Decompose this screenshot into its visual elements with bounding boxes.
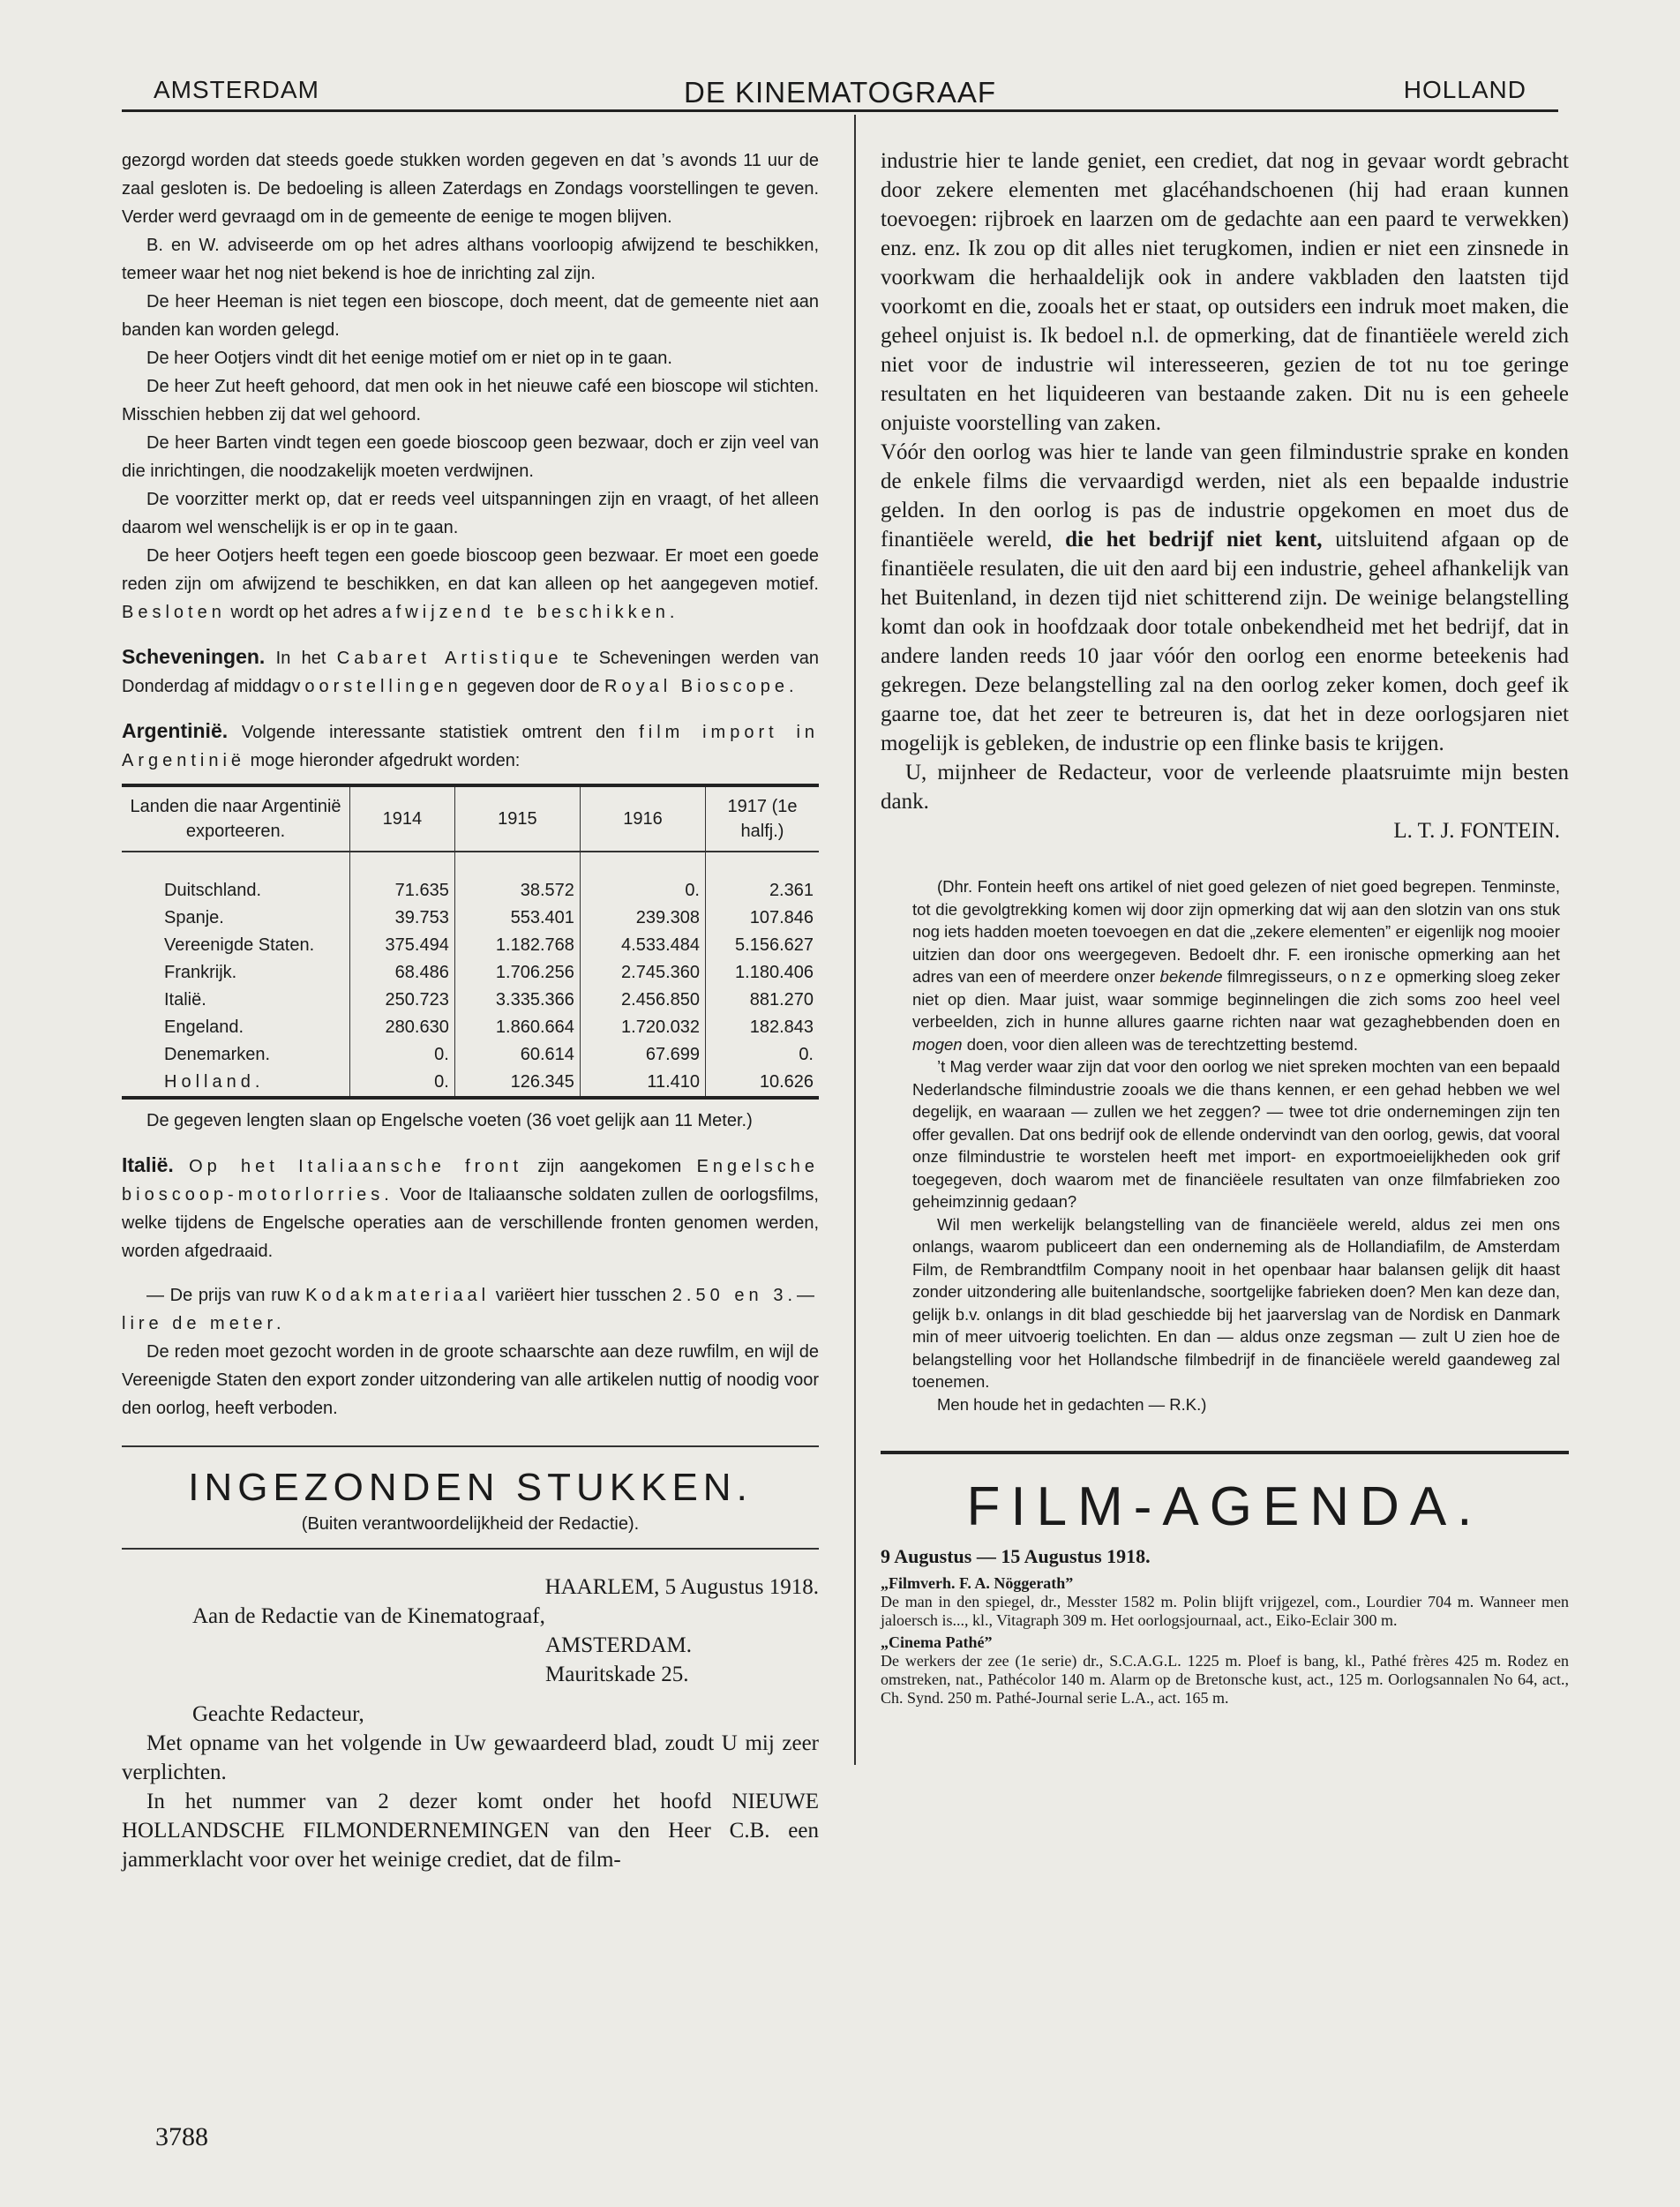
table-row <box>122 987 819 1014</box>
paragraph: industrie hier te lande geniet, een crediet, dat nog in gevaar wordt gebracht door zekere elementen met glacéhandschoenen (hij had eraan kunnen toevoegen: rijbroek en laarzen om de gedachte aan een paard te verwekken) enz. enz. Ik zou op dit alles niet terugkomen, indien er niet een zinsnede in voorkwam die herhaaldelijk ook in andere vakbladen den laatsten tijd voorkomt en die, zooals het er staat, op outsiders een indruk moet maken, die geheel onjuist is. Ik bedoel n.l. de opmerking, dat de finantiëele wereld zich niet voor de industrie wil interesseeren, gezien de tot nu toe geringe resultaten en het liquideeren van bestaande zaken. Dit nu is een geheele onjuiste voorstelling van zaken. <box>881 149 1569 435</box>
table-cell: 39.753 <box>350 905 455 932</box>
paragraph: ’t Mag verder waar zijn dat voor den oorlog we niet spreken mochten van een bepaald Nederlandsche filmindustrie zooals we die thans kennen, er een gehad hebben we wel degelijk, en waaraan — zullen we het zeggen? — twee tot drie ondernemingen zijn ten offer gevallen. Dat ons bedrijf ook de ellende ondervindt van den oorlog, gewis, dat vooral onze filmindustrie te worstelen heeft met import- en exportmoeielijkheden ook grif toegegeven, doch waarom met de financiëele resultaten van onze filmfabrieken zoo geheimzinnig gedaan? <box>912 1057 1560 1211</box>
text-run: variëert hier tusschen <box>495 1286 667 1305</box>
scheveningen-item <box>122 642 819 701</box>
italic-text: bekende <box>1159 967 1223 986</box>
paragraph: De voorzitter merkt op, dat er reeds veel uitspanningen zijn en vraagt, of het alleen daarom wel wenschelijk is er op in te gaan. <box>122 490 819 537</box>
film-agenda <box>881 1543 1569 1708</box>
paragraph: De heer Ootjers vindt dit het eenige motief om er niet op in te gaan. <box>146 349 672 368</box>
paragraph: Met opname van het volgende in Uw gewaardeerd blad, zoudt U mij zeer verplichten. <box>122 1731 819 1784</box>
table-cell: 4.533.484 <box>580 932 705 959</box>
table-row <box>122 1014 819 1041</box>
header-right: HOLLAND <box>1403 76 1526 103</box>
film-import-table <box>122 784 819 1100</box>
table-note: De gegeven lengten slaan op Engelsche voeten (36 voet gelijk aan 11 Meter.) <box>146 1111 753 1130</box>
text-run: zijn aangekomen <box>537 1157 682 1176</box>
header-rule <box>122 109 1558 112</box>
agenda-rule <box>881 1451 1569 1454</box>
spaced-text: afwijzend te beschikken. <box>381 603 679 622</box>
spaced-text: onze <box>1337 967 1391 986</box>
table-cell: 182.843 <box>706 1014 820 1041</box>
text-run: Voor de Italiaansche soldaten zullen de oorlogsfilms, welke tijdens de Engelsche operaties aan de verschillende fronten genomen werden, worden afgedraaid. <box>122 1185 819 1261</box>
paragraph: De heer Heeman is niet tegen een bioscope, doch meent, dat de gemeente niet aan banden kan worden gelegd. <box>122 292 819 340</box>
table-cell: 280.630 <box>350 1014 455 1041</box>
letter-address: Aan de Redactie van de Kinematograaf, <box>192 1604 545 1628</box>
page-header <box>122 76 1558 111</box>
section-keyword: Italië. <box>122 1153 174 1176</box>
table-cell: Holland. <box>164 1072 265 1092</box>
agenda-title: FILM-AGENDA. <box>966 1476 1483 1537</box>
table-cell: 1.860.664 <box>454 1014 580 1041</box>
table-cell: 2.456.850 <box>580 987 705 1014</box>
text-run: Vóór den oorlog was hier te lande van geen filmindustrie sprake en konden de enkele films die vervaardigd werden, niet als een bepaalde industrie gelden. In den oorlog is pas de industrie opgekomen en moet dus de finantiëele wereld, <box>881 440 1569 552</box>
table-cell: 107.846 <box>706 905 820 932</box>
table-row <box>122 959 819 987</box>
table-cell: 68.486 <box>350 959 455 987</box>
table-cell: 2.745.360 <box>580 959 705 987</box>
letter-signature: L. T. J. FONTEIN. <box>1393 819 1560 843</box>
table-row <box>122 932 819 959</box>
text-run: filmregisseurs, <box>1226 967 1333 986</box>
table-cell: 2.361 <box>706 852 820 905</box>
table-cell: Denemarken. <box>164 1045 271 1064</box>
column-header: 1916 <box>580 785 705 852</box>
column-divider <box>854 115 856 1765</box>
section-rule <box>122 1445 819 1447</box>
column-header: 1914 <box>350 785 455 852</box>
spaced-text: Royal Bioscope. <box>604 677 799 696</box>
letter <box>122 1573 819 1874</box>
letter-date: HAARLEM, 5 Augustus 1918. <box>544 1575 819 1599</box>
paragraph: De heer Zut heeft gehoord, dat men ook in het nieuwe café een bioscope wil stichten. Misschien hebben zij dat wel gehoord. <box>122 377 819 424</box>
text-run: uitsluitend afgaan op de finantiëele resulaten, die uit den aard bij een industrie, geheel afhankelijk van het Buitenland, in dezen tijd niet schitterend zijn. De weinige belangstelling komt dan ook in hoofdzaak door totale onbekendheid met het bedrijf, dat in andere landen reeds 10 jaar vóór den oorlog een enorme beteekenis had gekregen. Deze belangstelling zal na den oorlog zeker komen, doch geef ik gaarne toe, dat het zeer te betreuren is, dat het in deze oorlogsjaren niet mogelijk is gebleken, de industrie op een flinke basis te krijgen. <box>881 528 1570 755</box>
table-cell: Engeland. <box>164 1017 244 1037</box>
table-cell: 1.720.032 <box>580 1014 705 1041</box>
text-run: doen, voor dien alleen was de terechtzetting bestemd. <box>966 1034 1358 1054</box>
table-cell: 5.156.627 <box>706 932 820 959</box>
italic-text: mogen <box>912 1034 963 1054</box>
agenda-listing: De man in den spiegel, dr., Messter 1582 m. Polin blijft vrijgezel, com., Lourdier 704 m. Wanneer men jaloersch is..., kl., Vitagraph 309 m. Het oorlogsjournaal, act., Eiko-Eclair 300 m. <box>881 1593 1569 1629</box>
table-cell: 71.635 <box>350 852 455 905</box>
text-run: (Dhr. Fontein heeft ons artikel of niet goed gelezen of niet goed begrepen. Tenminste, tot die gevolgtrekking komen wij door zijn opmerking dat wij aan den slotzin van ons stuk nog iets hadden moeten toevoegen en dat die „zekere elementen” er eigenlijk nog mooier uitzien dan door ons weergegeven. Bedoelt dhr. F. een ironische opmerking aan het adres van een of meerdere onzer <box>912 877 1560 986</box>
spaced-text: Op het Italiaansche front <box>189 1157 523 1176</box>
paragraph: Men houde het in gedachten — R.K.) <box>937 1394 1207 1414</box>
table-cell: 1.180.406 <box>706 959 820 987</box>
agenda-dates: 9 Augustus — 15 Augustus 1918. <box>881 1545 1151 1567</box>
right-column <box>881 146 1569 1708</box>
spaced-text: voorstellingen <box>291 677 462 696</box>
column-header: 1917 (1e halfj.) <box>706 785 820 852</box>
section-keyword: Argentinië. <box>122 719 229 742</box>
table-cell: 0. <box>580 852 705 905</box>
editor-reply <box>881 875 1569 1415</box>
spaced-text: film import in Argentinië <box>122 723 820 770</box>
section-subtitle: (Buiten verantwoordelijkheid der Redactie). <box>301 1514 640 1534</box>
table-cell: 38.572 <box>454 852 580 905</box>
emphasized-text: die het bedrijf niet kent, <box>1065 528 1323 552</box>
table-cell: 10.626 <box>706 1069 820 1098</box>
agenda-distributor: „Filmverh. F. A. Nöggerath” <box>881 1574 1074 1592</box>
table-cell: 1.182.768 <box>454 932 580 959</box>
letter-address: AMSTERDAM. <box>545 1633 692 1657</box>
letter-salutation: Geachte Redacteur, <box>192 1702 364 1726</box>
text-run: — De prijs van ruw <box>146 1286 300 1305</box>
paragraph: Wil men werkelijk belangstelling van de financiëele wereld, aldus zei men ons onlangs, waarom publiceert dan een onderneming als de Hollandiafilm, de Amsterdam Film, de Rembrandtfilm Company nooit in het openbaar haar balansen gelijk dit haast zonder uitzondering alle buitenlandsche, soortgelijke fabrieken doen? Men kan deze dan, gelijk b.v. onlangs in dit blad geschiedde bij het jaarverslag van de Nordisk en Danmark min of meer uitvoerig toelichten. En dan — aldus onze zegsman — zult U zien hoe de belangstelling voor het Hollandsche filmbedrijf in de financiëele wereld gaandeweg zal toenemen. <box>912 1214 1560 1391</box>
spaced-text: 2.50 en 3.— lire de meter. <box>122 1286 820 1333</box>
text-run: te Scheveningen werden van Donderdag af middag <box>122 649 819 696</box>
agenda-distributor: „Cinema Pathé” <box>881 1633 993 1651</box>
spaced-text: Kodakmateriaal <box>305 1286 491 1305</box>
table-cell: 375.494 <box>350 932 455 959</box>
text-run: moge hieronder afgedrukt worden: <box>250 751 521 770</box>
table-cell: Frankrijk. <box>164 963 237 982</box>
table-row <box>122 1041 819 1069</box>
header-left: AMSTERDAM <box>154 76 319 103</box>
header-center: DE KINEMATOGRAAF <box>684 76 996 109</box>
agenda-listing: De werkers der zee (1e serie) dr., S.C.A.G.L. 1225 m. Ploef is bang, kl., Pathé frères 425 m. Rodez en omstreken, nat., Pathécolor 140 m. Alarm op de Bretonsche kust, act., 125 m. Oorlogsannalen No 64, act., Ch. Synd. 250 m. Pathé-Journal serie L.A., act. 165 m. <box>881 1652 1569 1707</box>
text-run: opmerking sloeg zeker niet op dien. Maar juist, waar sommige beginnelingen die zich soms zoo heel veel verbeelden, zich in hunne allures gaarne richten naar wat gezaghebbenden doen en <box>912 967 1561 1031</box>
table-cell: 250.723 <box>350 987 455 1014</box>
table-cell: 1.706.256 <box>454 959 580 987</box>
text-run: gegeven door de <box>467 677 600 696</box>
letter-continued <box>881 146 1569 845</box>
table-cell: Italië. <box>164 990 206 1010</box>
argentinie-item <box>122 717 819 775</box>
text-run: wordt op het adres <box>230 603 378 622</box>
table-cell: 0. <box>706 1041 820 1069</box>
paragraph <box>881 438 1569 758</box>
paragraph: U, mijnheer de Redacteur, voor de verleende plaatsruimte mijn besten dank. <box>881 761 1569 814</box>
paragraph: De reden moet gezocht worden in de groote schaarschte aan deze ruwfilm, en wijl de Vereenigde Staten den export zonder uitzondering van alle artikelen nuttig of noodig voor den oorlog, heeft verboden. <box>122 1342 819 1418</box>
spaced-text: Besloten <box>122 603 226 622</box>
text-run: In het <box>275 649 326 668</box>
table-cell: Spanje. <box>164 908 224 927</box>
table-cell: 126.345 <box>454 1069 580 1098</box>
spaced-text: Cabaret Artistique <box>336 649 563 668</box>
table-cell: 3.335.366 <box>454 987 580 1014</box>
left-column <box>122 146 819 1874</box>
table-cell: 553.401 <box>454 905 580 932</box>
table-cell: 0. <box>350 1069 455 1098</box>
text-run: Volgende interessante statistiek omtrent den <box>241 723 626 742</box>
table-row <box>122 905 819 932</box>
column-header: 1915 <box>454 785 580 852</box>
paragraph <box>912 875 1560 1055</box>
section-title: INGEZONDEN STUKKEN. <box>188 1466 753 1509</box>
paragraph: In het nummer van 2 dezer komt onder het hoofd NIEUWE HOLLANDSCHE FILMONDERNEMINGEN van den Heer C.B. een jammerklacht voor over het weinige crediet, dat de film- <box>122 1790 819 1872</box>
table-cell: 67.699 <box>580 1041 705 1069</box>
spaced-text: Engelsche bioscoop-motorlorries. <box>122 1157 819 1205</box>
table-cell: 60.614 <box>454 1041 580 1069</box>
letter-address: Mauritskade 25. <box>545 1663 689 1686</box>
table-cell: Duitschland. <box>164 881 262 900</box>
table-cell: 881.270 <box>706 987 820 1014</box>
table-cell: 0. <box>350 1041 455 1069</box>
text-run: De heer Ootjers heeft tegen een goede bioscoop geen bezwaar. Er moet een goede reden zijn om afwijzend te beschikken, en dat kan alleen op het aangegeven motief. <box>122 546 819 594</box>
page-number: 3788 <box>155 2122 208 2151</box>
table-row <box>122 852 819 905</box>
column-header: Landen die naar Argentinië exporteeren. <box>122 785 350 852</box>
table-cell: Vereenigde Staten. <box>164 935 315 955</box>
table-cell: 239.308 <box>580 905 705 932</box>
paragraph: gezorgd worden dat steeds goede stukken worden gegeven en dat ’s avonds 11 uur de zaal gesloten is. De bedoeling is alleen Zaterdags en Zondags voorstellingen te geven. Verder werd gevraagd om in de gemeente de eenige te mogen blijven. <box>122 151 819 227</box>
italie-item <box>122 1151 819 1265</box>
section-keyword: Scheveningen. <box>122 645 266 668</box>
table-row <box>122 1069 819 1098</box>
paragraph: B. en W. adviseerde om op het adres althans voorloopig afwijzend te beschikken, temeer waar het nog niet bekend is hoe de inrichting zal zijn. <box>122 236 819 283</box>
paragraph <box>122 542 819 627</box>
table-cell: 11.410 <box>580 1069 705 1098</box>
paragraph: De heer Barten vindt tegen een goede bioscoop geen bezwaar, doch er zijn veel van die inrichtingen, die noodzakelijk moeten verdwijnen. <box>122 433 819 481</box>
kodak-item <box>122 1281 819 1338</box>
section-rule <box>122 1548 819 1550</box>
